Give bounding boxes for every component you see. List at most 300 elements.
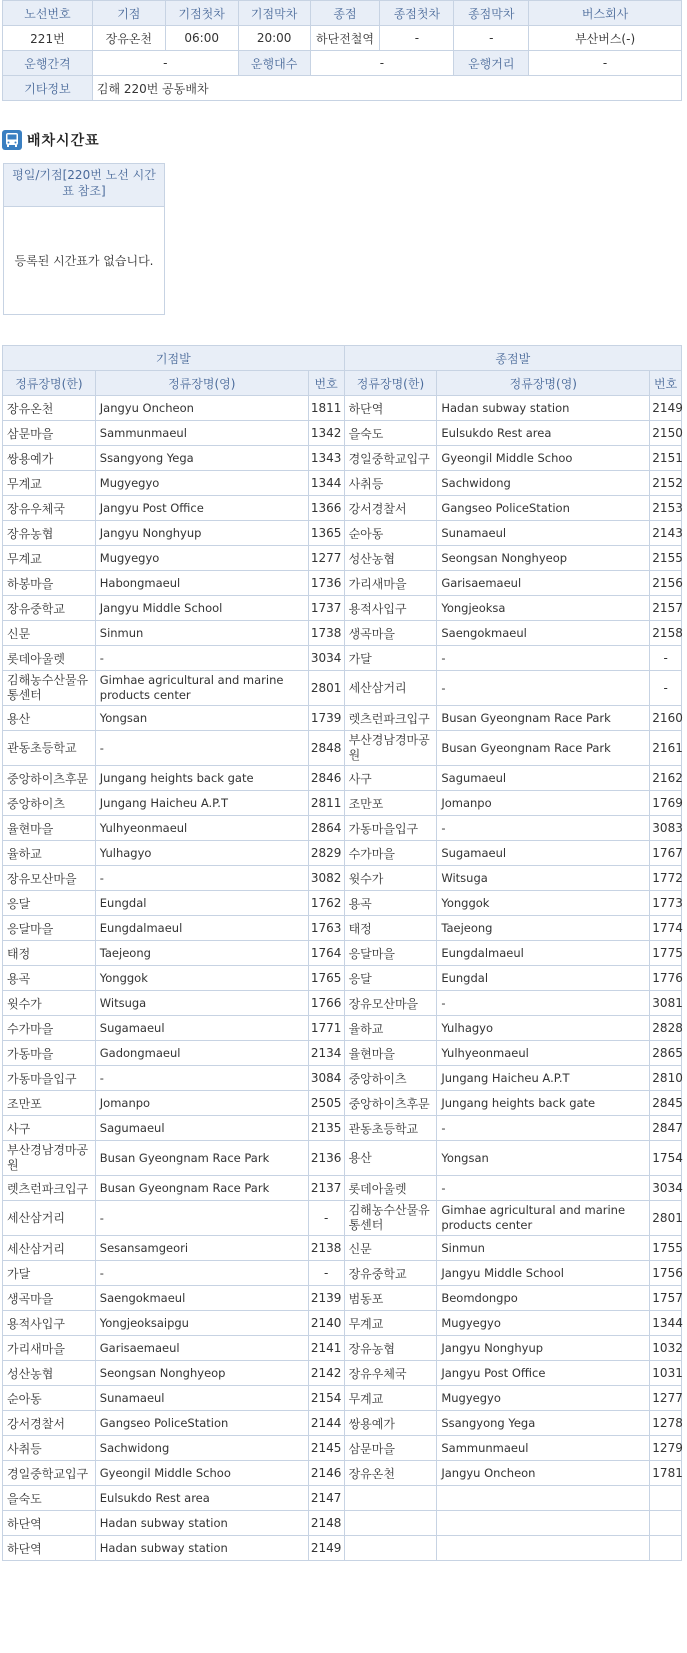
- terminus-stop-number: 2158: [650, 621, 682, 646]
- terminus-stop-name-en: Gyeongil Middle Schoo: [437, 446, 650, 471]
- origin-stop-number: 2136: [308, 1141, 344, 1176]
- header-origin: 기점: [92, 1, 165, 26]
- table-row: [3, 966, 682, 991]
- terminus-stop-name-en: [437, 1511, 650, 1536]
- terminus-stop-number: 1773: [650, 891, 682, 916]
- origin-stop-name-en: Sunamaeul: [95, 1386, 308, 1411]
- origin-stop-name-kr: 을숙도: [3, 1486, 96, 1511]
- terminus-stop-name-kr: 부산경남경마공원: [344, 731, 437, 766]
- stops-group-header-row: [3, 346, 682, 371]
- origin-stop-name-en: -: [95, 1261, 308, 1286]
- terminus-stop-number: [650, 1486, 682, 1511]
- timetable-empty-message: 등록된 시간표가 없습니다.: [14, 254, 154, 268]
- extra-label: 기타정보: [3, 76, 93, 101]
- terminus-stop-name-en: Yulhyeonmaeul: [437, 1041, 650, 1066]
- origin-stop-name-en: -: [95, 731, 308, 766]
- origin-stop-name-en: -: [95, 866, 308, 891]
- terminus-stop-name-en: Yonggok: [437, 891, 650, 916]
- terminus-stop-name-en: Saengokmaeul: [437, 621, 650, 646]
- col-stop-name-en: 정류장명(영): [437, 371, 650, 396]
- terminus-stop-name-en: -: [437, 671, 650, 706]
- origin-stop-number: 2145: [308, 1436, 344, 1461]
- origin-stop-name-kr: 무계교: [3, 546, 96, 571]
- origin-stop-name-en: Yonggok: [95, 966, 308, 991]
- terminus-stop-number: 2810: [650, 1066, 682, 1091]
- terminus-stop-number: 3034: [650, 1176, 682, 1201]
- terminus-stop-name-kr: 무계교: [344, 1386, 437, 1411]
- origin-stop-name-en: Sagumaeul: [95, 1116, 308, 1141]
- table-row: [3, 1511, 682, 1536]
- terminus-stop-name-en: Sunamaeul: [437, 521, 650, 546]
- table-row: [3, 816, 682, 841]
- origin-stop-number: 2146: [308, 1461, 344, 1486]
- origin-stop-name-en: Gangseo PoliceStation: [95, 1411, 308, 1436]
- table-row: [3, 1386, 682, 1411]
- terminus-stop-name-en: Jangyu Post Office: [437, 1361, 650, 1386]
- terminus-stop-number: 1756: [650, 1261, 682, 1286]
- terminus-stop-number: 1277: [650, 1386, 682, 1411]
- origin-stop-name-kr: 조만포: [3, 1091, 96, 1116]
- terminus-stop-name-en: Gangseo PoliceStation: [437, 496, 650, 521]
- origin-stop-name-en: Jangyu Post Office: [95, 496, 308, 521]
- terminus-stop-name-kr: 장유모산마을: [344, 991, 437, 1016]
- terminus-stop-name-en: Sammunmaeul: [437, 1436, 650, 1461]
- terminus: 하단전철역: [310, 26, 380, 51]
- origin-stop-name-kr: 윗수가: [3, 991, 96, 1016]
- origin-stop-name-en: Jungang Haicheu A.P.T: [95, 791, 308, 816]
- col-stop-number: 번호: [308, 371, 344, 396]
- origin-stop-number: 1766: [308, 991, 344, 1016]
- origin-stop-name-en: Gimhae agricultural and marine products center: [95, 671, 308, 706]
- origin-stop-name-en: Habongmaeul: [95, 571, 308, 596]
- origin-stop-number: 3084: [308, 1066, 344, 1091]
- terminus-stop-name-kr: 조만포: [344, 791, 437, 816]
- origin-stop-name-kr: 경일중학교입구: [3, 1461, 96, 1486]
- origin-stop-name-en: Seongsan Nonghyeop: [95, 1361, 308, 1386]
- origin-stop-number: 1811: [308, 396, 344, 421]
- terminus-stop-name-en: Eungdalmaeul: [437, 941, 650, 966]
- origin-stop-number: 2135: [308, 1116, 344, 1141]
- terminus-stop-number: 2160: [650, 706, 682, 731]
- terminus-stop-number: 2153: [650, 496, 682, 521]
- terminus-stop-name-en: Yongsan: [437, 1141, 650, 1176]
- header-route-number: 노선번호: [3, 1, 93, 26]
- table-row: [3, 1236, 682, 1261]
- table-row: [3, 446, 682, 471]
- header-bus-company: 버스회사: [529, 1, 682, 26]
- stops-table: [2, 345, 682, 1561]
- origin-stop-name-kr: 가동마을: [3, 1041, 96, 1066]
- terminus-stop-name-kr: 순아동: [344, 521, 437, 546]
- terminus-stop-name-en: Sagumaeul: [437, 766, 650, 791]
- table-row: [3, 991, 682, 1016]
- table-row: [3, 941, 682, 966]
- terminus-stop-name-en: -: [437, 1176, 650, 1201]
- col-stop-name-kr: 정류장명(한): [344, 371, 437, 396]
- col-stop-number: 번호: [650, 371, 682, 396]
- terminus-stop-name-en: Eulsukdo Rest area: [437, 421, 650, 446]
- table-row: [3, 1286, 682, 1311]
- origin-stop-name-kr: 하단역: [3, 1511, 96, 1536]
- terminus-stop-number: 2157: [650, 596, 682, 621]
- route-info-header-row: [3, 1, 682, 26]
- origin-stop-name-en: Jangyu Oncheon: [95, 396, 308, 421]
- terminus-stop-number: 2143: [650, 521, 682, 546]
- terminus-stop-number: 2156: [650, 571, 682, 596]
- route-info-operation-row: [3, 51, 682, 76]
- terminus-stop-name-kr: 중앙하이츠후문: [344, 1091, 437, 1116]
- terminus-stop-name-kr: 응달: [344, 966, 437, 991]
- terminus-stop-number: 2845: [650, 1091, 682, 1116]
- origin-stop-name-en: Busan Gyeongnam Race Park: [95, 1141, 308, 1176]
- origin-stop-name-en: Sugamaeul: [95, 1016, 308, 1041]
- terminus-stop-number: 1755: [650, 1236, 682, 1261]
- table-row: [3, 571, 682, 596]
- terminus-stop-name-en: Mugyegyo: [437, 1311, 650, 1336]
- origin-stop-name-en: Jangyu Middle School: [95, 596, 308, 621]
- origin-stop-name-en: Gadongmaeul: [95, 1041, 308, 1066]
- origin-stop-name-kr: 롯데아울렛: [3, 646, 96, 671]
- origin-stop-name-en: Garisaemaeul: [95, 1336, 308, 1361]
- table-row: [3, 1536, 682, 1561]
- terminus-stop-name-kr: [344, 1486, 437, 1511]
- table-row: [3, 1411, 682, 1436]
- terminus-stop-name-en: Busan Gyeongnam Race Park: [437, 706, 650, 731]
- header-origin-last: 기점막차: [238, 1, 310, 26]
- table-row: [3, 396, 682, 421]
- origin-stop-name-en: -: [95, 646, 308, 671]
- origin-stop-name-kr: 관동초등학교: [3, 731, 96, 766]
- terminus-stop-name-kr: 렛츠런파크입구: [344, 706, 437, 731]
- terminus-stop-name-kr: 용곡: [344, 891, 437, 916]
- origin-stop-number: 1762: [308, 891, 344, 916]
- origin-stop-number: 2147: [308, 1486, 344, 1511]
- terminus-stop-name-kr: 장유농협: [344, 1336, 437, 1361]
- terminus-stop-name-kr: 가리새마을: [344, 571, 437, 596]
- origin-stop-number: 2138: [308, 1236, 344, 1261]
- origin-stop-number: 1765: [308, 966, 344, 991]
- origin-stop-name-kr: 삼문마을: [3, 421, 96, 446]
- origin-stop-name-en: Witsuga: [95, 991, 308, 1016]
- origin-stop-name-en: Hadan subway station: [95, 1536, 308, 1561]
- terminus-stop-name-en: Garisaemaeul: [437, 571, 650, 596]
- terminus-stop-number: 2865: [650, 1041, 682, 1066]
- terminus-stop-name-kr: 범동포: [344, 1286, 437, 1311]
- terminus-stop-name-kr: 성산농협: [344, 546, 437, 571]
- table-row: [3, 916, 682, 941]
- terminus-stop-name-en: Seongsan Nonghyeop: [437, 546, 650, 571]
- origin-stop-number: 1342: [308, 421, 344, 446]
- terminus-stop-name-kr: 생곡마을: [344, 621, 437, 646]
- table-row: [3, 1091, 682, 1116]
- terminus-stop-name-en: [437, 1536, 650, 1561]
- origin-stop-name-en: Yulhagyo: [95, 841, 308, 866]
- terminus-last: -: [454, 26, 529, 51]
- group-origin-departure: 기점발: [3, 346, 345, 371]
- terminus-stop-name-kr: 을숙도: [344, 421, 437, 446]
- terminus-stop-name-en: Yulhagyo: [437, 1016, 650, 1041]
- origin-stop-name-kr: 장유모산마을: [3, 866, 96, 891]
- table-row: [3, 1336, 682, 1361]
- origin-stop-name-kr: 용적사입구: [3, 1311, 96, 1336]
- table-row: [3, 421, 682, 446]
- terminus-stop-number: 1776: [650, 966, 682, 991]
- origin-stop-number: 2142: [308, 1361, 344, 1386]
- group-terminus-departure: 종점발: [344, 346, 681, 371]
- terminus-stop-name-kr: 가동마을입구: [344, 816, 437, 841]
- timetable-section-header: [2, 129, 687, 151]
- origin-stop-number: 2134: [308, 1041, 344, 1066]
- origin-stop-name-en: -: [95, 1066, 308, 1091]
- origin-stop-number: 1764: [308, 941, 344, 966]
- origin-stop-name-en: Saengokmaeul: [95, 1286, 308, 1311]
- origin-stop-name-kr: 가동마을입구: [3, 1066, 96, 1091]
- table-row: [3, 1116, 682, 1141]
- terminus-stop-name-kr: 김해농수산물유통센터: [344, 1201, 437, 1236]
- origin-stop-name-kr: 신문: [3, 621, 96, 646]
- origin-stop-name-kr: 세산삼거리: [3, 1201, 96, 1236]
- terminus-stop-name-kr: 윗수가: [344, 866, 437, 891]
- origin-first: 06:00: [165, 26, 238, 51]
- terminus-stop-name-kr: [344, 1511, 437, 1536]
- origin-stop-name-kr: 장유우체국: [3, 496, 96, 521]
- table-row: [3, 1041, 682, 1066]
- terminus-stop-name-kr: 수가마을: [344, 841, 437, 866]
- table-row: [3, 791, 682, 816]
- timetable-header: 평일/기점[220번 노선 시간표 참조]: [4, 164, 164, 207]
- terminus-stop-name-kr: 중앙하이츠: [344, 1066, 437, 1091]
- origin-stop-name-en: Jomanpo: [95, 1091, 308, 1116]
- terminus-stop-name-kr: 장유우체국: [344, 1361, 437, 1386]
- terminus-stop-name-en: -: [437, 646, 650, 671]
- terminus-stop-number: 3083: [650, 816, 682, 841]
- origin-stop-name-en: Jangyu Nonghyup: [95, 521, 308, 546]
- terminus-stop-name-en: Witsuga: [437, 866, 650, 891]
- interval-value: -: [92, 51, 238, 76]
- terminus-stop-name-en: Hadan subway station: [437, 396, 650, 421]
- table-row: [3, 706, 682, 731]
- table-row: [3, 1176, 682, 1201]
- origin-stop-name-kr: 하봉마을: [3, 571, 96, 596]
- origin-stop-number: 1366: [308, 496, 344, 521]
- origin-stop-name-kr: 김해농수산물유통센터: [3, 671, 96, 706]
- origin-stop-name-en: -: [95, 1201, 308, 1236]
- origin-stop-number: 2139: [308, 1286, 344, 1311]
- origin-stop-name-kr: 용산: [3, 706, 96, 731]
- terminus-stop-number: 2847: [650, 1116, 682, 1141]
- origin-stop-number: 2864: [308, 816, 344, 841]
- terminus-stop-name-kr: 하단역: [344, 396, 437, 421]
- origin-stop-name-en: Mugyegyo: [95, 471, 308, 496]
- origin-stop-number: 1344: [308, 471, 344, 496]
- table-row: [3, 471, 682, 496]
- header-terminus-last: 종점막차: [454, 1, 529, 26]
- terminus-stop-number: 2152: [650, 471, 682, 496]
- table-row: [3, 731, 682, 766]
- origin-stop-name-kr: 렛츠런파크입구: [3, 1176, 96, 1201]
- table-row: [3, 1066, 682, 1091]
- terminus-stop-name-kr: 용적사입구: [344, 596, 437, 621]
- terminus-stop-number: 2801: [650, 1201, 682, 1236]
- origin-stop-number: 3082: [308, 866, 344, 891]
- table-row: [3, 1486, 682, 1511]
- terminus-stop-name-en: Jangyu Nonghyup: [437, 1336, 650, 1361]
- terminus-stop-name-kr: 삼문마을: [344, 1436, 437, 1461]
- origin-stop-name-kr: 수가마을: [3, 1016, 96, 1041]
- route-info-value-row: [3, 26, 682, 51]
- timetable-title: 배차시간표: [27, 133, 100, 149]
- terminus-stop-name-en: Ssangyong Yega: [437, 1411, 650, 1436]
- table-row: [3, 891, 682, 916]
- origin-stop-number: 2144: [308, 1411, 344, 1436]
- origin-stop-name-en: Hadan subway station: [95, 1511, 308, 1536]
- terminus-stop-name-kr: 사구: [344, 766, 437, 791]
- origin-stop-number: 2505: [308, 1091, 344, 1116]
- origin-stop-name-kr: 쌍용예가: [3, 446, 96, 471]
- origin-stop-name-kr: 중앙하이츠후문: [3, 766, 96, 791]
- origin-stop-name-kr: 가리새마을: [3, 1336, 96, 1361]
- terminus-stop-name-en: Eungdal: [437, 966, 650, 991]
- col-stop-name-en: 정류장명(영): [95, 371, 308, 396]
- terminus-stop-name-kr: 장유온천: [344, 1461, 437, 1486]
- terminus-stop-name-en: Gimhae agricultural and marine products center: [437, 1201, 650, 1236]
- table-row: [3, 1016, 682, 1041]
- table-row: [3, 1311, 682, 1336]
- terminus-stop-number: -: [650, 671, 682, 706]
- origin-stop-number: 3034: [308, 646, 344, 671]
- origin-stop-number: 1739: [308, 706, 344, 731]
- terminus-stop-number: [650, 1511, 682, 1536]
- table-row: [3, 596, 682, 621]
- origin-stop-number: 2848: [308, 731, 344, 766]
- terminus-stop-name-en: Jungang Haicheu A.P.T: [437, 1066, 650, 1091]
- origin: 장유온천: [92, 26, 165, 51]
- table-row: [3, 841, 682, 866]
- origin-stop-number: 2829: [308, 841, 344, 866]
- terminus-stop-name-kr: 경일중학교입구: [344, 446, 437, 471]
- stops-body: [3, 396, 682, 1561]
- table-row: [3, 546, 682, 571]
- origin-stop-name-kr: 순아동: [3, 1386, 96, 1411]
- origin-stop-number: 2148: [308, 1511, 344, 1536]
- origin-stop-name-en: Yongsan: [95, 706, 308, 731]
- terminus-stop-number: 2151: [650, 446, 682, 471]
- origin-stop-number: 2154: [308, 1386, 344, 1411]
- bus-company: 부산버스(-): [529, 26, 682, 51]
- terminus-stop-name-kr: 신문: [344, 1236, 437, 1261]
- origin-stop-name-kr: 생곡마을: [3, 1286, 96, 1311]
- terminus-stop-name-en: Yongjeoksa: [437, 596, 650, 621]
- count-value: -: [310, 51, 454, 76]
- terminus-stop-number: 1781: [650, 1461, 682, 1486]
- origin-stop-name-kr: 사구: [3, 1116, 96, 1141]
- origin-stop-name-kr: 장유중학교: [3, 596, 96, 621]
- terminus-stop-name-kr: 무계교: [344, 1311, 437, 1336]
- origin-stop-name-kr: 용곡: [3, 966, 96, 991]
- bus-icon: [2, 130, 22, 150]
- terminus-stop-name-en: Jangyu Middle School: [437, 1261, 650, 1286]
- terminus-stop-name-en: Mugyegyo: [437, 1386, 650, 1411]
- terminus-stop-number: [650, 1536, 682, 1561]
- terminus-stop-number: 2161: [650, 731, 682, 766]
- terminus-stop-name-en: Sugamaeul: [437, 841, 650, 866]
- terminus-stop-number: 2150: [650, 421, 682, 446]
- origin-stop-name-en: Ssangyong Yega: [95, 446, 308, 471]
- terminus-stop-name-kr: 롯데아울렛: [344, 1176, 437, 1201]
- origin-stop-number: 1763: [308, 916, 344, 941]
- terminus-stop-number: 3081: [650, 991, 682, 1016]
- terminus-stop-name-kr: 태정: [344, 916, 437, 941]
- origin-stop-name-kr: 율하교: [3, 841, 96, 866]
- terminus-stop-number: 1772: [650, 866, 682, 891]
- terminus-stop-name-kr: 사취등: [344, 471, 437, 496]
- route-info-extra-row: [3, 76, 682, 101]
- origin-stop-number: -: [308, 1261, 344, 1286]
- origin-stop-name-kr: 태정: [3, 941, 96, 966]
- table-row: [3, 521, 682, 546]
- terminus-stop-number: 1754: [650, 1141, 682, 1176]
- origin-stop-number: 1365: [308, 521, 344, 546]
- origin-last: 20:00: [238, 26, 310, 51]
- origin-stop-name-en: Mugyegyo: [95, 546, 308, 571]
- terminus-stop-number: 2149: [650, 396, 682, 421]
- terminus-stop-number: 2162: [650, 766, 682, 791]
- terminus-stop-name-en: Jomanpo: [437, 791, 650, 816]
- origin-stop-number: 2140: [308, 1311, 344, 1336]
- origin-stop-name-kr: 부산경남경마공원: [3, 1141, 96, 1176]
- terminus-stop-name-kr: 관동초등학교: [344, 1116, 437, 1141]
- origin-stop-number: 2811: [308, 791, 344, 816]
- header-terminus-first: 종점첫차: [380, 1, 454, 26]
- origin-stop-number: 2141: [308, 1336, 344, 1361]
- origin-stop-name-kr: 중앙하이츠: [3, 791, 96, 816]
- origin-stop-number: 1738: [308, 621, 344, 646]
- origin-stop-name-en: Taejeong: [95, 941, 308, 966]
- origin-stop-name-en: Sinmun: [95, 621, 308, 646]
- terminus-stop-name-en: [437, 1486, 650, 1511]
- terminus-stop-number: 1278: [650, 1411, 682, 1436]
- terminus-stop-number: 2828: [650, 1016, 682, 1041]
- terminus-stop-name-kr: 세산삼거리: [344, 671, 437, 706]
- origin-stop-name-kr: 율현마을: [3, 816, 96, 841]
- origin-stop-number: 2846: [308, 766, 344, 791]
- timetable-box: [3, 163, 165, 315]
- origin-stop-name-en: Sammunmaeul: [95, 421, 308, 446]
- origin-stop-name-kr: 가달: [3, 1261, 96, 1286]
- interval-label: 운행간격: [3, 51, 93, 76]
- origin-stop-name-kr: 사취등: [3, 1436, 96, 1461]
- table-row: [3, 496, 682, 521]
- origin-stop-name-en: Eungdal: [95, 891, 308, 916]
- origin-stop-name-en: Sachwidong: [95, 1436, 308, 1461]
- origin-stop-number: 2149: [308, 1536, 344, 1561]
- table-row: [3, 866, 682, 891]
- header-origin-first: 기점첫차: [165, 1, 238, 26]
- origin-stop-number: 1277: [308, 546, 344, 571]
- terminus-stop-number: 1757: [650, 1286, 682, 1311]
- terminus-stop-number: 1344: [650, 1311, 682, 1336]
- terminus-stop-name-en: Busan Gyeongnam Race Park: [437, 731, 650, 766]
- table-row: [3, 1461, 682, 1486]
- header-terminus: 종점: [310, 1, 380, 26]
- distance-label: 운행거리: [454, 51, 529, 76]
- terminus-stop-name-kr: 강서경찰서: [344, 496, 437, 521]
- terminus-stop-name-en: Taejeong: [437, 916, 650, 941]
- origin-stop-name-en: Eungdalmaeul: [95, 916, 308, 941]
- route-info-table: [2, 0, 682, 101]
- origin-stop-name-en: Yulhyeonmaeul: [95, 816, 308, 841]
- origin-stop-name-kr: 응달마을: [3, 916, 96, 941]
